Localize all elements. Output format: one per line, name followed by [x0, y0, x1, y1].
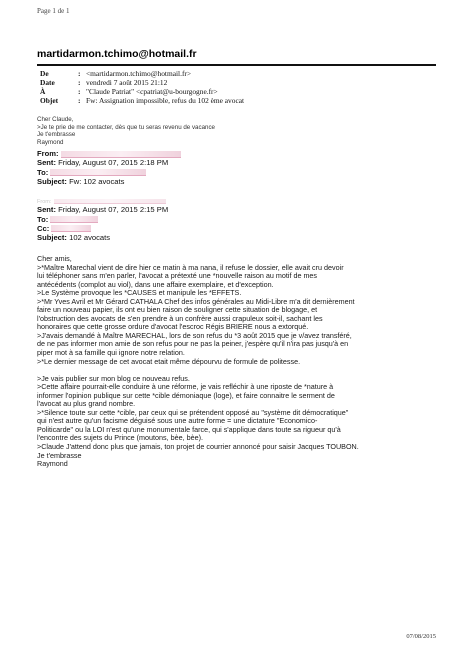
redacted-sender	[54, 199, 166, 204]
body-line: >*Mr Yves Avril et Mr Gérard CATHALA Chef des infos générales au Midi-Libre m'a dit dernièrement	[37, 296, 355, 306]
footer-date: 07/08/2015	[406, 633, 436, 640]
header-value: Fw: Assignation impossible, refus du 102 ème avocat	[86, 96, 245, 105]
signoff: Je t'embrasse	[37, 450, 82, 460]
redacted-sender	[61, 151, 181, 158]
redacted-cc	[51, 225, 91, 232]
message-line: Raymond	[37, 138, 64, 146]
forward-sent-row	[37, 158, 181, 167]
sent-value: Friday, August 07, 2015 2:15 PM	[58, 205, 169, 215]
message-line: Je t'embrasse	[37, 131, 76, 139]
redacted-recipient	[50, 216, 98, 223]
body-line: qui n'est autre qu'un facisme déguisé sous une autre forme = une dictature "Economico-	[37, 416, 318, 426]
forward-from-row	[37, 196, 168, 205]
body-line: honoraires que cette grosse ordure d'avocat l'escroc Régis BRIERE nous a extorqué.	[37, 322, 309, 332]
forward-to-row	[37, 215, 168, 224]
forward-header-1	[37, 149, 181, 186]
to-label: To:	[37, 167, 49, 177]
from-label: From:	[37, 149, 59, 158]
sent-label: Sent:	[37, 158, 56, 168]
header-row-to: À : "Claude Patriat" <cpatriat@u-bourgogne.fr>	[40, 87, 244, 96]
body-line: >Le Système provoque les *CAUSES et manipule les *EFFETS.	[37, 288, 242, 298]
forward-from-row	[37, 149, 181, 158]
header-key: De	[40, 69, 49, 78]
header-value: <martidarmon.tchimo@hotmail.fr>	[86, 69, 192, 78]
header-value: "Claude Patriat" <cpatriat@u-bourgogne.fr>	[86, 87, 218, 96]
to-label: To:	[37, 214, 49, 224]
redacted-recipient	[50, 169, 146, 176]
forward-sent-row	[37, 205, 168, 214]
signature: Raymond	[37, 459, 68, 469]
subject-label: Subject:	[37, 176, 67, 186]
subject-value: Fw: 102 avocats	[69, 176, 125, 186]
header-value: vendredi 7 août 2015 21:12	[86, 78, 168, 87]
email-header	[40, 69, 244, 105]
sent-label: Sent:	[37, 205, 56, 215]
top-message	[37, 116, 437, 146]
body-line: faire un nouveau papier, ils ont eu bien raison de souligner cette situation de blogage, et	[37, 305, 318, 315]
letter-body	[37, 255, 442, 469]
header-row-subject: Objet : Fw: Assignation impossible, refus du 102 ème avocat	[40, 96, 245, 105]
page-label: Page 1 de 1	[37, 7, 70, 15]
forward-subject-row	[37, 177, 181, 186]
header-rule	[37, 64, 436, 66]
header-row-date: Date : vendredi 7 août 2015 21:12	[40, 78, 244, 87]
header-key: À	[40, 87, 46, 96]
from-label-faint: From:	[37, 199, 52, 205]
body-line: de ne pas informer mon amie de son refus pour ne pas la peiner, j'espère qu'il n'ira pas jusqu'à en	[37, 339, 349, 349]
sent-value: Friday, August 07, 2015 2:18 PM	[58, 158, 169, 168]
greeting: Cher amis,	[37, 254, 72, 263]
forward-to-row	[37, 168, 181, 177]
subject-label: Subject:	[37, 233, 67, 243]
forward-cc-row	[37, 224, 168, 233]
header-key: Objet	[40, 96, 59, 105]
body-line: >Claude J'attend donc plus que jamais, ton projet de courrier annoncé pour saisir Jacques TOUBON.	[37, 441, 359, 451]
body-line: >*Silence toute sur cette *cible, par ceux qui se prétendent opposé au "système dit démocratique"	[37, 407, 349, 417]
body-line: l'obstruction des avocats de s'en prendre à un confrère aussi crapuleux soit-il, sachant les	[37, 313, 323, 323]
body-line: >Cette affaire pourrait-elle conduire à une réforme, je vais refléchir à une riposte de *nature à	[37, 382, 334, 392]
body-line: l'avocat au plus grand nombre.	[37, 399, 136, 409]
cc-label: Cc:	[37, 223, 50, 233]
message-line: Cher Claude,	[37, 116, 74, 123]
body-line: Politicarde" ou la LOI n'est qu'une monumentale farce, qui s'applique dans toute sa rigueur qu'à	[37, 424, 341, 434]
body-line: >Je vais publier sur mon blog ce nouveau refus.	[37, 373, 190, 383]
subject-value: 102 avocats	[69, 233, 111, 243]
body-line: piper mot à sa famille qui ignore notre relation.	[37, 348, 185, 358]
body-line: >J'avais demandé à Maître MARECHAL, lors de son refus du *3 août 2015 que je v/avez transféré,	[37, 330, 352, 340]
body-line: antécédents (complot au viol), dans une affaire exemplaire, et d'exception.	[37, 279, 274, 289]
account-email: martidarmon.tchimo@hotmail.fr	[37, 48, 197, 60]
body-line: >*Le dernier message de cet avocat etait même dépourvu de formule de politesse.	[37, 356, 301, 366]
forward-subject-row	[37, 233, 168, 242]
header-key: Date	[40, 78, 55, 87]
forward-header-2	[37, 196, 168, 242]
header-row-from: De : <martidarmon.tchimo@hotmail.fr>	[40, 69, 244, 78]
body-line: informer l'opinion publique sur cette *cible démoniaque (loge), et faire connaitre le serment de	[37, 390, 335, 400]
body-line: lui téléphoner sans m'en parler, l'avocat a prétexté une *nouvelle raison au motif de mes	[37, 271, 318, 281]
message-line: >Je te prie de me contacter, dès que tu seras revenu de vacance	[37, 123, 215, 131]
body-line: >*Maître Marechal vient de dire hier ce matin à ma nana, il refuse le dossier, elle avait cru devoir	[37, 262, 344, 272]
body-line: l'encontre des sujets du Prince (moutons, bèe, bèe).	[37, 433, 203, 443]
